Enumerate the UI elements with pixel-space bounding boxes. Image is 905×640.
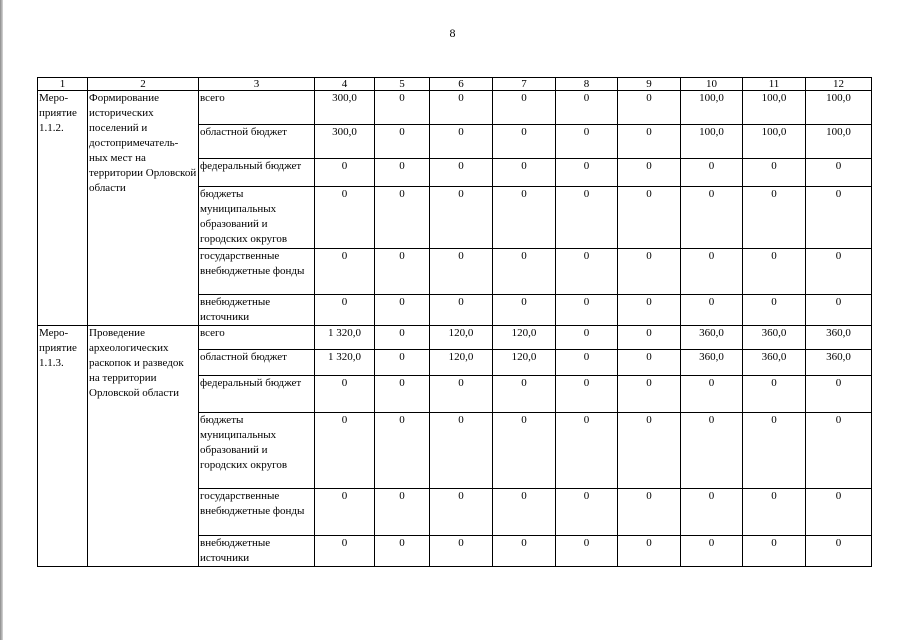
value-cell: 100,0	[743, 91, 806, 125]
value-cell: 0	[806, 536, 872, 567]
budget-table	[37, 77, 872, 567]
value-cell: 0	[315, 295, 375, 326]
value-cell: 0	[315, 187, 375, 249]
value-cell: 0	[556, 249, 618, 295]
value-cell: 0	[806, 159, 872, 187]
value-cell: 0	[556, 326, 618, 350]
value-cell: 0	[430, 536, 493, 567]
funding-source: федеральный бюджет	[199, 159, 315, 187]
value-cell: 0	[743, 159, 806, 187]
scan-edge	[0, 0, 3, 640]
event-code: Меро- приятие 1.1.3.	[38, 326, 88, 567]
value-cell: 360,0	[743, 326, 806, 350]
funding-source: бюджеты муниципальных образований и городских округов	[199, 187, 315, 249]
funding-source: всего	[199, 326, 315, 350]
header-cell: 6	[430, 78, 493, 91]
value-cell: 0	[806, 489, 872, 536]
funding-source: всего	[199, 91, 315, 125]
value-cell: 0	[430, 413, 493, 489]
value-cell: 0	[556, 295, 618, 326]
value-cell: 0	[556, 350, 618, 376]
value-cell: 360,0	[743, 350, 806, 376]
header-cell: 9	[618, 78, 681, 91]
header-cell: 5	[375, 78, 430, 91]
header-cell: 10	[681, 78, 743, 91]
header-cell: 2	[88, 78, 199, 91]
value-cell: 0	[743, 295, 806, 326]
value-cell: 100,0	[806, 125, 872, 159]
value-cell: 360,0	[681, 350, 743, 376]
value-cell: 0	[556, 91, 618, 125]
value-cell: 0	[618, 91, 681, 125]
funding-source: внебюджетные источники	[199, 536, 315, 567]
funding-source: областной бюджет	[199, 125, 315, 159]
value-cell: 0	[493, 125, 556, 159]
value-cell: 0	[618, 295, 681, 326]
value-cell: 0	[375, 295, 430, 326]
value-cell: 120,0	[430, 350, 493, 376]
value-cell: 0	[681, 489, 743, 536]
value-cell: 0	[618, 249, 681, 295]
value-cell: 0	[375, 249, 430, 295]
value-cell: 0	[315, 489, 375, 536]
header-cell: 4	[315, 78, 375, 91]
funding-source: внебюджетные источники	[199, 295, 315, 326]
header-cell: 1	[38, 78, 88, 91]
header-cell: 3	[199, 78, 315, 91]
value-cell: 0	[493, 249, 556, 295]
value-cell: 0	[743, 489, 806, 536]
value-cell: 0	[806, 413, 872, 489]
value-cell: 1 320,0	[315, 326, 375, 350]
value-cell: 120,0	[493, 350, 556, 376]
value-cell: 0	[618, 326, 681, 350]
value-cell: 0	[430, 187, 493, 249]
value-cell: 120,0	[430, 326, 493, 350]
event-code: Меро- приятие 1.1.2.	[38, 91, 88, 326]
funding-source: бюджеты муниципальных образований и городских округов	[199, 413, 315, 489]
value-cell: 0	[315, 536, 375, 567]
value-cell: 0	[556, 376, 618, 413]
value-cell: 0	[493, 91, 556, 125]
value-cell: 0	[556, 489, 618, 536]
value-cell: 0	[430, 125, 493, 159]
header-cell: 8	[556, 78, 618, 91]
page-number: 8	[449, 26, 456, 40]
value-cell: 0	[375, 350, 430, 376]
value-cell: 0	[375, 187, 430, 249]
value-cell: 0	[493, 489, 556, 536]
value-cell: 0	[493, 295, 556, 326]
header-cell: 7	[493, 78, 556, 91]
value-cell: 0	[681, 187, 743, 249]
value-cell: 0	[681, 295, 743, 326]
table-row	[38, 326, 872, 350]
value-cell: 0	[806, 187, 872, 249]
value-cell: 0	[618, 187, 681, 249]
value-cell: 0	[430, 159, 493, 187]
value-cell: 0	[681, 413, 743, 489]
value-cell: 0	[743, 536, 806, 567]
funding-source: государственные внебюджетные фонды	[199, 489, 315, 536]
value-cell: 0	[618, 536, 681, 567]
value-cell: 100,0	[743, 125, 806, 159]
value-cell: 0	[618, 159, 681, 187]
value-cell: 0	[556, 536, 618, 567]
value-cell: 0	[375, 413, 430, 489]
value-cell: 100,0	[806, 91, 872, 125]
value-cell: 0	[743, 413, 806, 489]
value-cell: 0	[806, 376, 872, 413]
value-cell: 300,0	[315, 91, 375, 125]
value-cell: 0	[315, 413, 375, 489]
funding-source: федеральный бюджет	[199, 376, 315, 413]
value-cell: 0	[493, 159, 556, 187]
value-cell: 0	[430, 91, 493, 125]
value-cell: 0	[375, 125, 430, 159]
value-cell: 100,0	[681, 125, 743, 159]
value-cell: 0	[493, 376, 556, 413]
value-cell: 0	[430, 489, 493, 536]
value-cell: 0	[375, 536, 430, 567]
value-cell: 0	[681, 376, 743, 413]
value-cell: 0	[375, 376, 430, 413]
funding-source: областной бюджет	[199, 350, 315, 376]
funding-source: государственные внебюджетные фонды	[199, 249, 315, 295]
value-cell: 0	[493, 413, 556, 489]
value-cell: 0	[556, 159, 618, 187]
value-cell: 0	[375, 489, 430, 536]
value-cell: 0	[493, 187, 556, 249]
value-cell: 0	[556, 187, 618, 249]
value-cell: 0	[430, 249, 493, 295]
header-cell: 11	[743, 78, 806, 91]
value-cell: 0	[430, 376, 493, 413]
value-cell: 0	[618, 489, 681, 536]
value-cell: 120,0	[493, 326, 556, 350]
value-cell: 300,0	[315, 125, 375, 159]
value-cell: 0	[315, 376, 375, 413]
value-cell: 0	[618, 413, 681, 489]
value-cell: 0	[556, 413, 618, 489]
value-cell: 0	[681, 536, 743, 567]
value-cell: 0	[743, 376, 806, 413]
event-name: Формирование исторических поселений и достопримечатель-ных мест на территории Орловской области	[88, 91, 199, 326]
value-cell: 0	[618, 125, 681, 159]
value-cell: 0	[375, 326, 430, 350]
value-cell: 0	[618, 376, 681, 413]
value-cell: 360,0	[681, 326, 743, 350]
header-row	[38, 78, 872, 91]
value-cell: 0	[430, 295, 493, 326]
header-cell: 12	[806, 78, 872, 91]
value-cell: 0	[743, 249, 806, 295]
value-cell: 0	[375, 159, 430, 187]
value-cell: 1 320,0	[315, 350, 375, 376]
event-name: Проведение археологических раскопок и разведок на территории Орловской области	[88, 326, 199, 567]
value-cell: 0	[743, 187, 806, 249]
value-cell: 0	[806, 295, 872, 326]
value-cell: 0	[315, 159, 375, 187]
value-cell: 0	[556, 125, 618, 159]
value-cell: 0	[681, 249, 743, 295]
value-cell: 360,0	[806, 326, 872, 350]
value-cell: 100,0	[681, 91, 743, 125]
value-cell: 360,0	[806, 350, 872, 376]
value-cell: 0	[375, 91, 430, 125]
value-cell: 0	[806, 249, 872, 295]
value-cell: 0	[618, 350, 681, 376]
value-cell: 0	[681, 159, 743, 187]
value-cell: 0	[493, 536, 556, 567]
table-row	[38, 91, 872, 125]
value-cell: 0	[315, 249, 375, 295]
